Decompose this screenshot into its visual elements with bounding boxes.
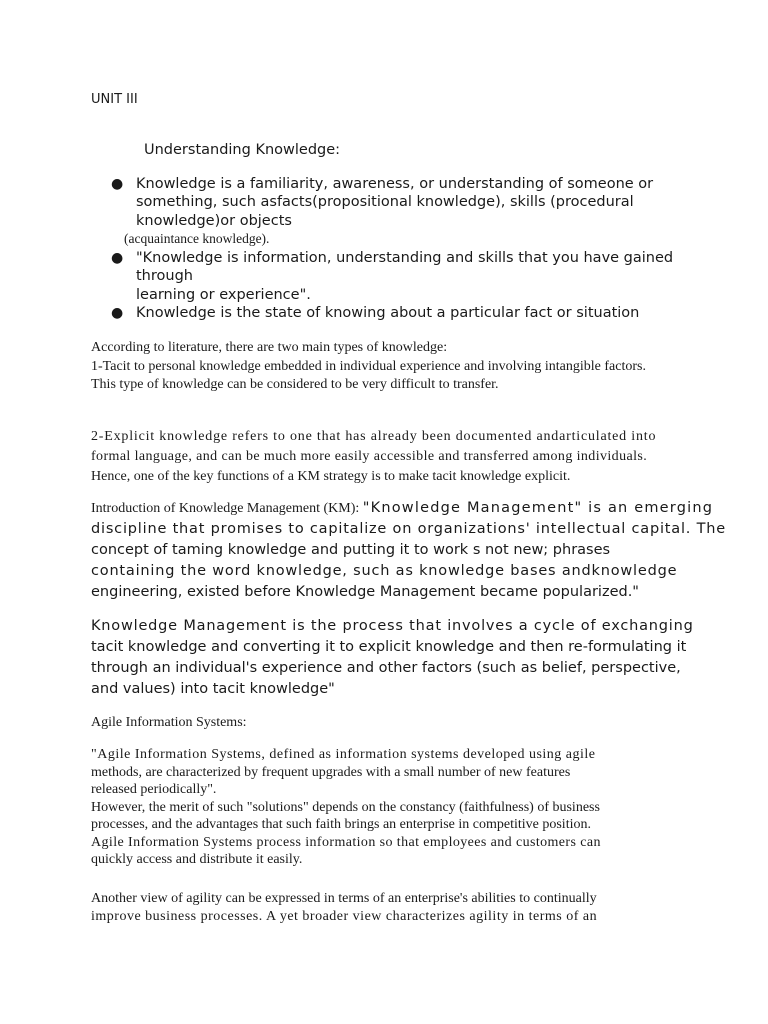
types-paragraph: According to literature, there are two main types of knowledge: 1-Tacit to personal knowledge embedded in individual experience and involving intangible factors. This type of knowledge can be considered to be very difficult to transfer.	[91, 340, 646, 392]
unit-label: UNIT III	[91, 92, 138, 107]
section-heading: Understanding Knowledge:	[144, 142, 341, 158]
bullet-icon: ●	[111, 250, 124, 266]
km-process-paragraph: Knowledge Management is the process that involves a cycle of exchanging tacit knowledge and converting it to explicit knowledge and then re-formulating it through an individual's experience and other factors (such as belief, perspective, and values) into tacit knowledge"	[91, 618, 694, 697]
agile-heading: Agile Information Systems:	[91, 715, 247, 730]
agility-paragraph: Another view of agility can be expressed in terms of an enterprise's abilities to continually improve business processes. A yet broader view characterizes agility in terms of an	[91, 891, 598, 924]
list-item: ● Knowledge is a familiarity, awareness, or understanding of someone or something, such asfacts(propositional knowledge), skills (procedural knowledge)or objects	[111, 176, 654, 229]
knowledge-definitions-list	[111, 175, 731, 230]
knowledge-definitions-list-2	[111, 249, 731, 322]
agile-paragraph: "Agile Information Systems, defined as information systems developed using agile methods, are characterized by frequent upgrades with a small number of new features released periodically". However, the merit of such "solutions" depends on the constancy (faithfulness) of business processes, and the advantages that such faith brings an enterprise in competitive position. Agile Information Systems process information so that employees and customers can quickly access and distribute it easily.	[91, 747, 601, 867]
km-intro-paragraph: Introduction of Knowledge Management (KM): "Knowledge Management" is an emerging discipline that promises to capitalize on organizations' intellectual capital. The concept of taming knowledge and putting it to work s not new; phrases containing the word knowledge, such as knowledge bases andknowledge engineering, existed before Knowledge Management became popularized."	[91, 500, 726, 600]
explicit-paragraph: 2-Explicit knowledge refers to one that has already been documented andarticulated into formal language, and can be much more easily accessible and transferred among individuals. Hence, one of the key functions of a KM strategy is to make tacit knowledge explicit.	[91, 429, 657, 484]
bullet-icon: ●	[111, 176, 124, 192]
list-item: ● "Knowledge is information, understanding and skills that you have gained through learning or experience".	[111, 250, 674, 303]
acquaintance-note: (acquaintance knowledge).	[124, 231, 270, 246]
list-item: ● Knowledge is the state of knowing about a particular fact or situation	[111, 304, 640, 321]
bullet-icon: ●	[111, 304, 124, 321]
